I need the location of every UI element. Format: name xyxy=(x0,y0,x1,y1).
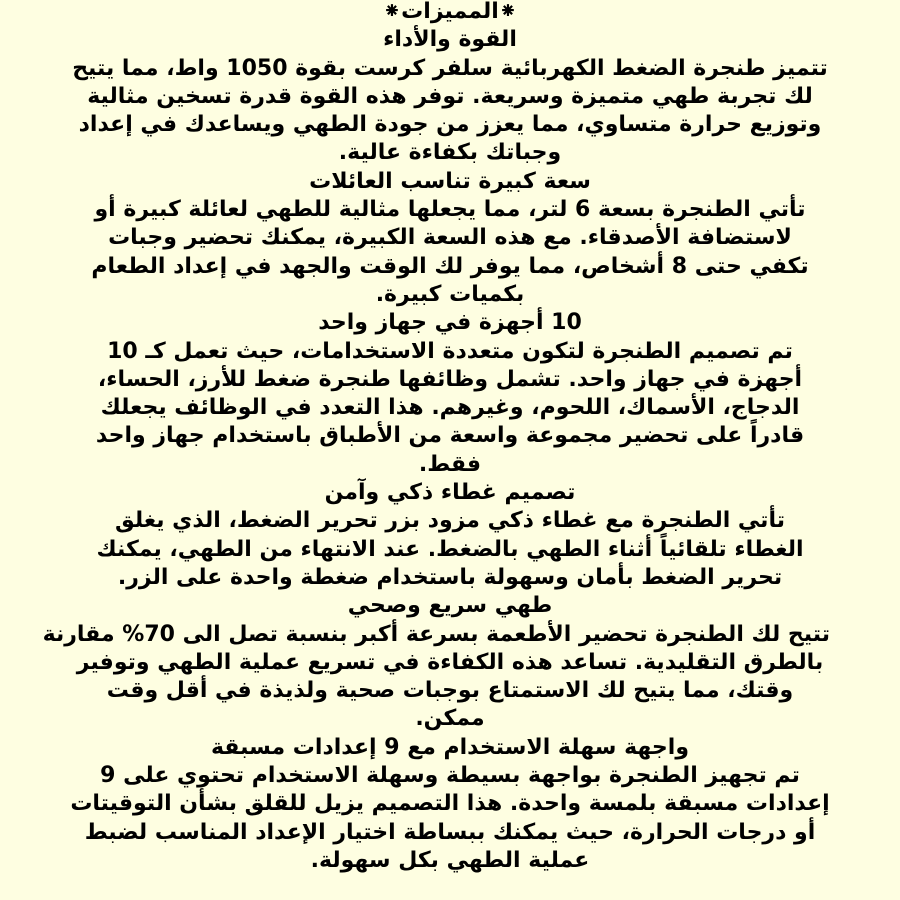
features-title: ⁕المميزات⁕ xyxy=(382,0,518,24)
paragraph-interface-line-4: عملية الطهي بكل سهولة. xyxy=(310,847,590,873)
paragraph-lid-line-2: الغطاء تلقائياً أثناء الطهي بالضغط. عند الانتهاء من الطهي، يمكنك xyxy=(96,536,804,562)
paragraph-fast-line-3: وقتك، مما يتيح لك الاستمتاع بوجبات صحية ولذيذة في أقل وقت xyxy=(106,678,794,704)
paragraph-power-line-3: وتوزيع حرارة متساوي، مما يعزز من جودة الطهي ويساعدك في إعداد xyxy=(78,112,822,138)
paragraph-interface-line-1: تم تجهيز الطنجرة بواجهة بسيطة وسهلة الاستخدام تحتوي على 9 xyxy=(100,763,800,789)
paragraph-multiuse-line-1: تم تصميم الطنجرة لتكون متعددة الاستخدامات، حيث تعمل كـ 10 xyxy=(107,338,793,364)
paragraph-capacity-line-3: تكفي حتى 8 أشخاص، مما يوفر لك الوقت والجهد في إعداد الطعام xyxy=(91,253,809,279)
paragraph-interface-line-2: إعدادات مسبقة بلمسة واحدة. هذا التصميم يزيل للقلق بشأن التوقيتات xyxy=(70,791,830,817)
paragraph-interface-line-3: أو درجات الحرارة، حيث يمكنك ببساطة اختيار الإعداد المناسب لضبط xyxy=(84,819,816,845)
paragraph-power-line-2: لك تجربة طهي متميزة وسريعة. توفر هذه القوة قدرة تسخين مثالية xyxy=(87,83,813,109)
heading-large-capacity: سعة كبيرة تناسب العائلات xyxy=(309,168,591,194)
paragraph-capacity-line-4: بكميات كبيرة. xyxy=(375,281,525,307)
heading-fast-healthy: طهي سريع وصحي xyxy=(347,593,553,619)
heading-ten-in-one: 10 أجهزة في جهاز واحد xyxy=(318,310,582,336)
paragraph-multiuse-line-5: فقط. xyxy=(418,451,482,477)
paragraph-multiuse-line-3: الدجاج، الأسماك، اللحوم، وغيرهم. هذا التعدد في الوظائف يجعلك xyxy=(100,395,800,421)
paragraph-fast-line-4: ممكن. xyxy=(415,706,485,732)
paragraph-fast-line-2: بالطرق التقليدية. تساعد هذه الكفاءة في تسريع عملية الطهي وتوفير xyxy=(76,649,824,675)
paragraph-multiuse-line-4: قادراً على تحضير مجموعة واسعة من الأطباق باستخدام جهاز واحد xyxy=(95,423,805,449)
paragraph-lid-line-3: تحرير الضغط بأمان وسهولة باستخدام ضغطة واحدة على الزر. xyxy=(117,564,783,590)
paragraph-capacity-line-2: لاستضافة الأصدقاء. مع هذه السعة الكبيرة، يمكنك تحضير وجبات xyxy=(108,225,792,251)
paragraph-capacity-line-1: تأتي الطنجرة بسعة 6 لتر، مما يجعلها مثالية للطهي لعائلة كبيرة أو xyxy=(94,197,806,223)
paragraph-fast-line-1: تتيح لك الطنجرة تحضير الأطعمة بسرعة أكبر بنسبة تصل الى 70% مقارنة xyxy=(42,621,830,647)
paragraph-lid-line-1: تأتي الطنجرة مع غطاء ذكي مزود بزر تحرير الضغط، الذي يغلق xyxy=(115,508,785,534)
heading-smart-lid: تصميم غطاء ذكي وآمن xyxy=(324,480,576,506)
heading-easy-interface: واجهة سهلة الاستخدام مع 9 إعدادات مسبقة xyxy=(210,734,690,760)
paragraph-power-line-1: تتميز طنجرة الضغط الكهربائية سلفر كرست بقوة 1050 واط، مما يتيح xyxy=(72,55,828,81)
paragraph-power-line-4: وجباتك بكفاءة عالية. xyxy=(338,140,562,166)
heading-power-performance: القوة والأداء xyxy=(383,27,517,53)
paragraph-multiuse-line-2: أجهزة في جهاز واحد. تشمل وظائفها طنجرة ضغط للأرز، الحساء، xyxy=(97,366,803,392)
